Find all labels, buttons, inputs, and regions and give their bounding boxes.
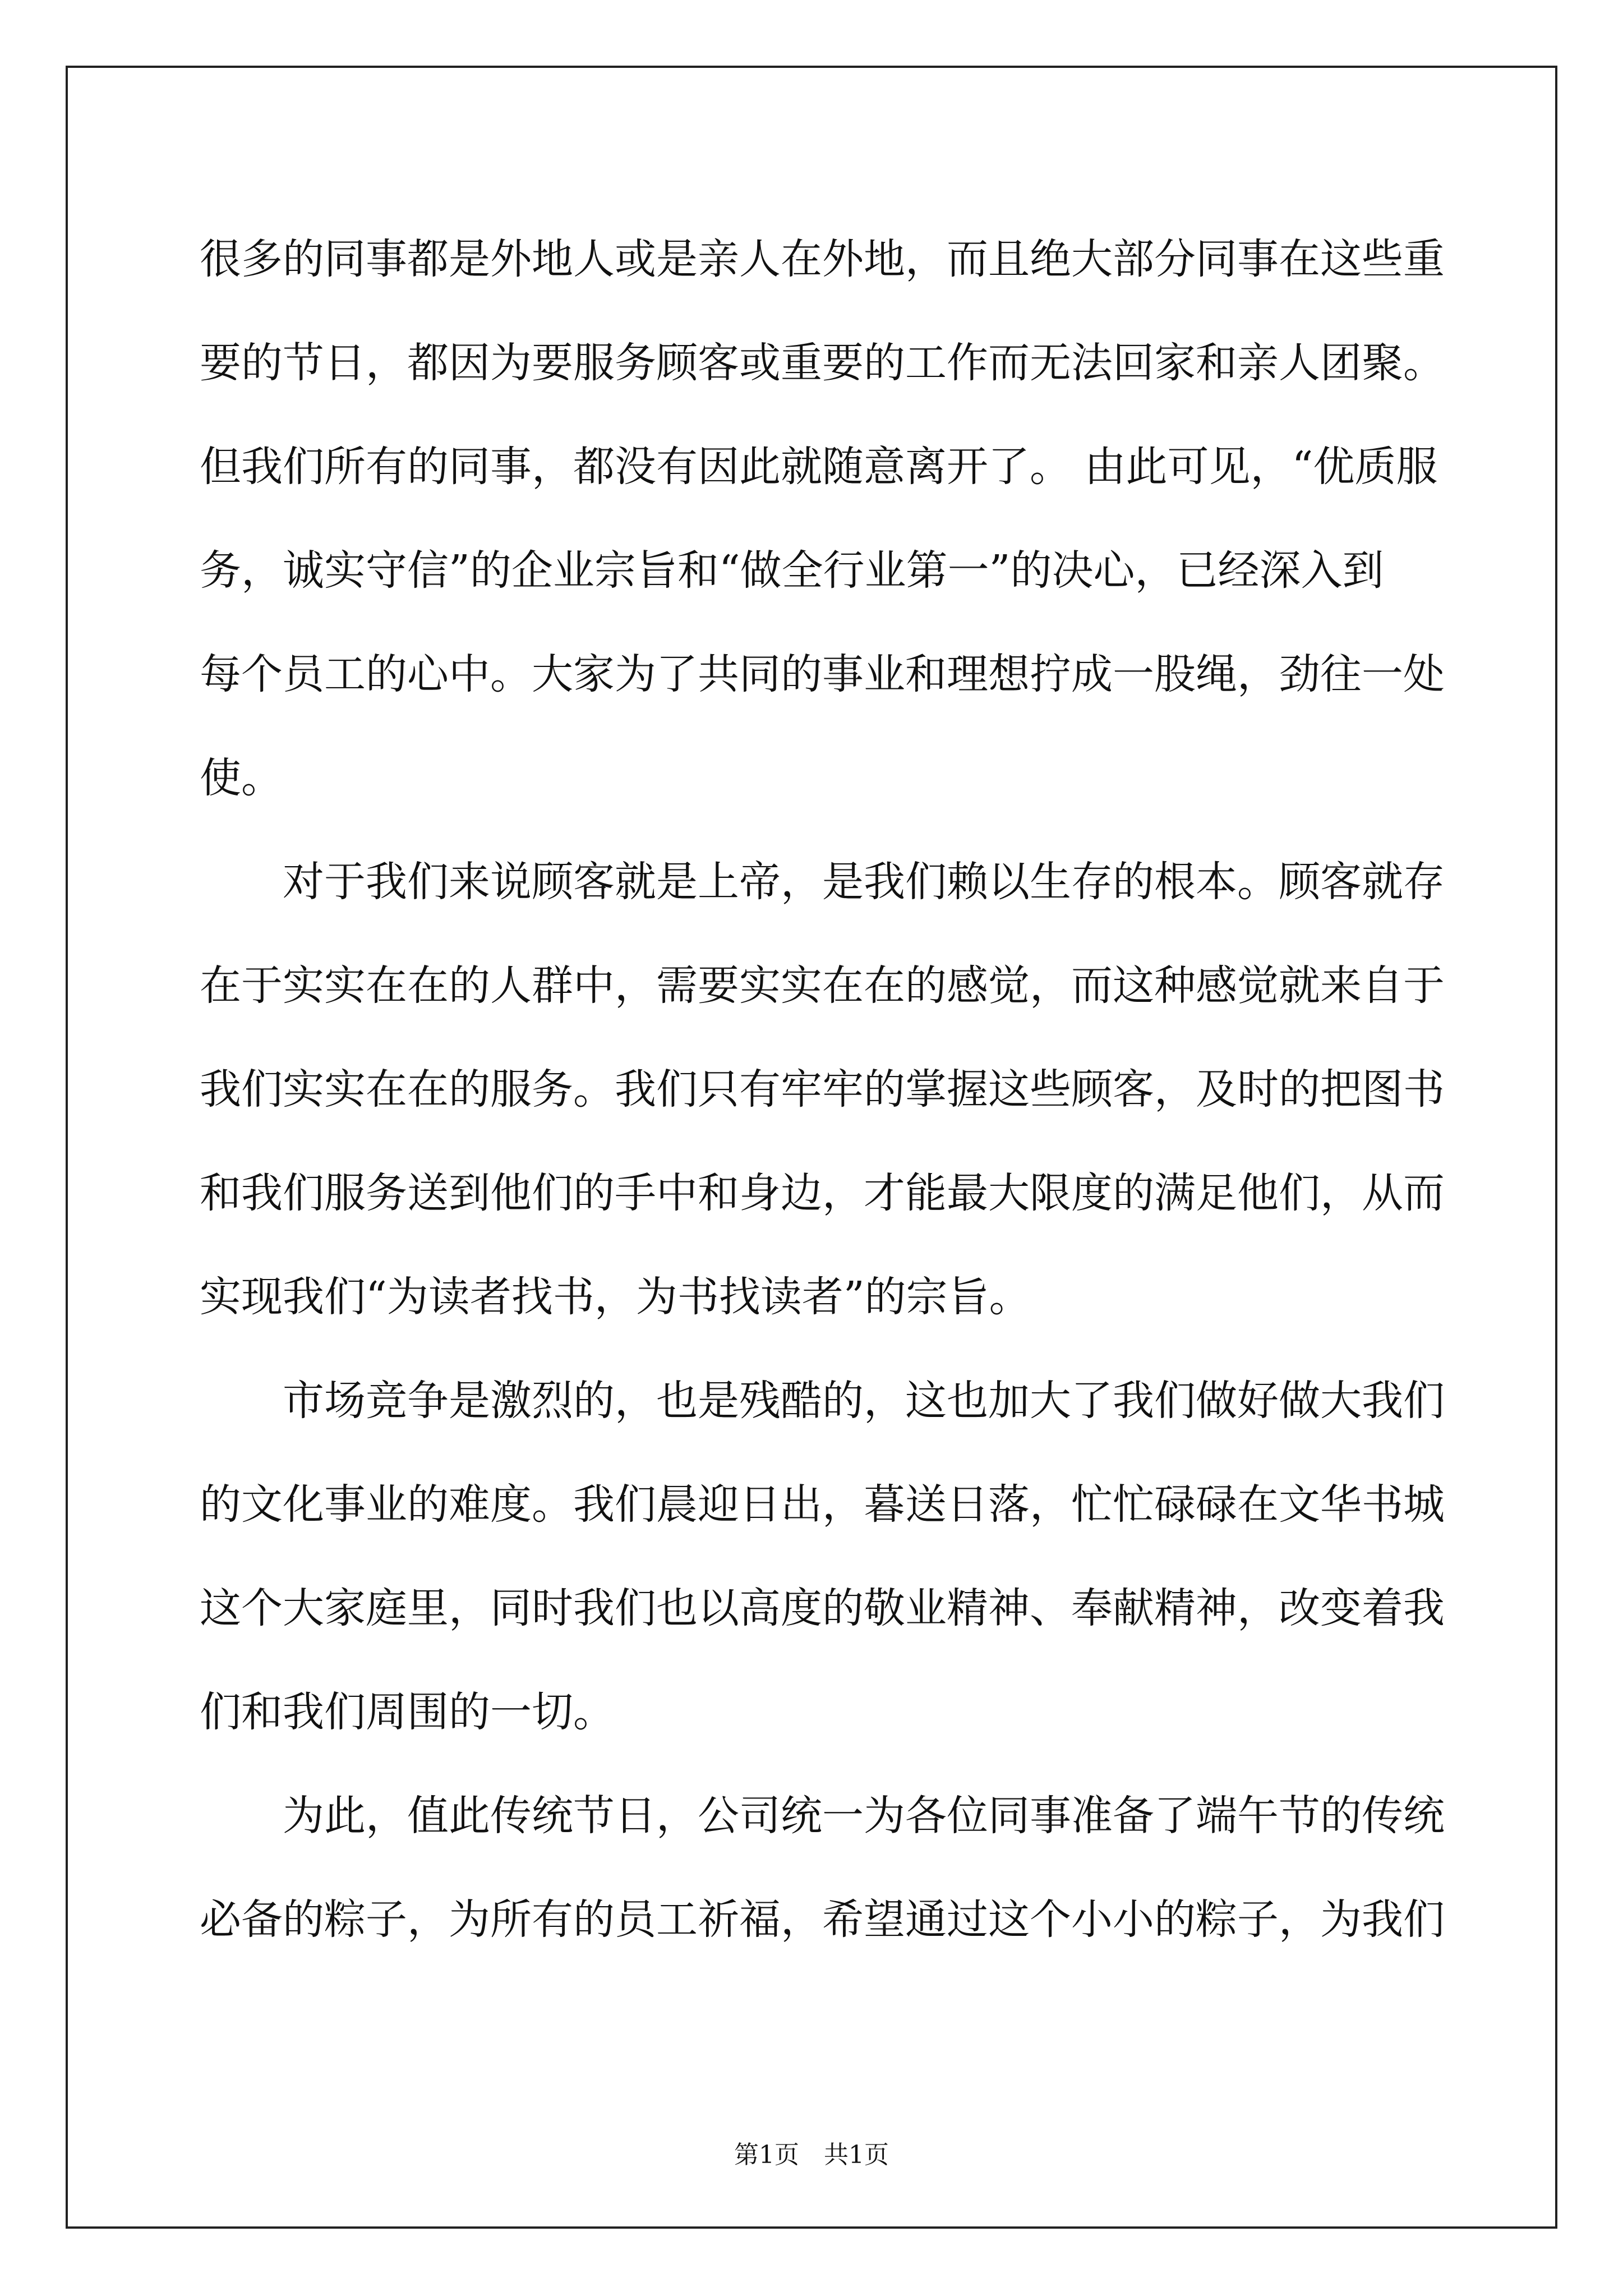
text-line: 很多的同事都是外地人或是亲人在外地，而且绝大部分同事在这些重: [200, 235, 1445, 283]
text-line: 我们实实在在的服务。我们只有牢牢的掌握这些顾客，及时的把图书: [200, 1065, 1445, 1114]
text-line: 要的节日，都因为要服务顾客或重要的工作而无法回家和亲人团聚。: [200, 339, 1445, 387]
text-line: 们和我们周围的一切。: [200, 1688, 615, 1736]
text-line: 必备的粽子，为所有的员工祈福，希望通过这个小小的粽子，为我们: [200, 1895, 1445, 1944]
text-line: 务，诚实守信”的企业宗旨和“做全行业第一”的决心，已经深入到: [200, 546, 1384, 595]
paragraph-first-line: 为此，值此传统节日，公司统一为各位同事准备了端午节的传统: [283, 1792, 1445, 1840]
page-number-footer: 第1页 共1页: [734, 2141, 889, 2169]
text-line: 实现我们“为读者找书，为书找读者”的宗旨。: [200, 1273, 1031, 1321]
text-line: 在于实实在在的人群中，需要实实在在的感觉，而这种感觉就来自于: [200, 961, 1445, 1010]
text-line: 每个员工的心中。大家为了共同的事业和理想拧成一股绳，劲往一处: [200, 650, 1445, 698]
text-line: 和我们服务送到他们的手中和身边，才能最大限度的满足他们，从而: [200, 1169, 1445, 1217]
text-line: 的文化事业的难度。我们晨迎日出，暮送日落，忙忙碌碌在文华书城: [200, 1480, 1445, 1529]
text-line: 使。: [200, 754, 283, 802]
text-line: 这个大家庭里，同时我们也以高度的敬业精神、奉献精神，改变着我: [200, 1584, 1445, 1632]
text-line: 但我们所有的同事，都没有因此就随意离开了。 由此可见，“优质服: [200, 443, 1438, 491]
paragraph-first-line: 对于我们来说顾客就是上帝，是我们赖以生存的根本。顾客就存: [283, 858, 1445, 906]
paragraph-first-line: 市场竞争是激烈的，也是残酷的，这也加大了我们做好做大我们: [283, 1377, 1445, 1425]
document-body: [200, 208, 1445, 1972]
